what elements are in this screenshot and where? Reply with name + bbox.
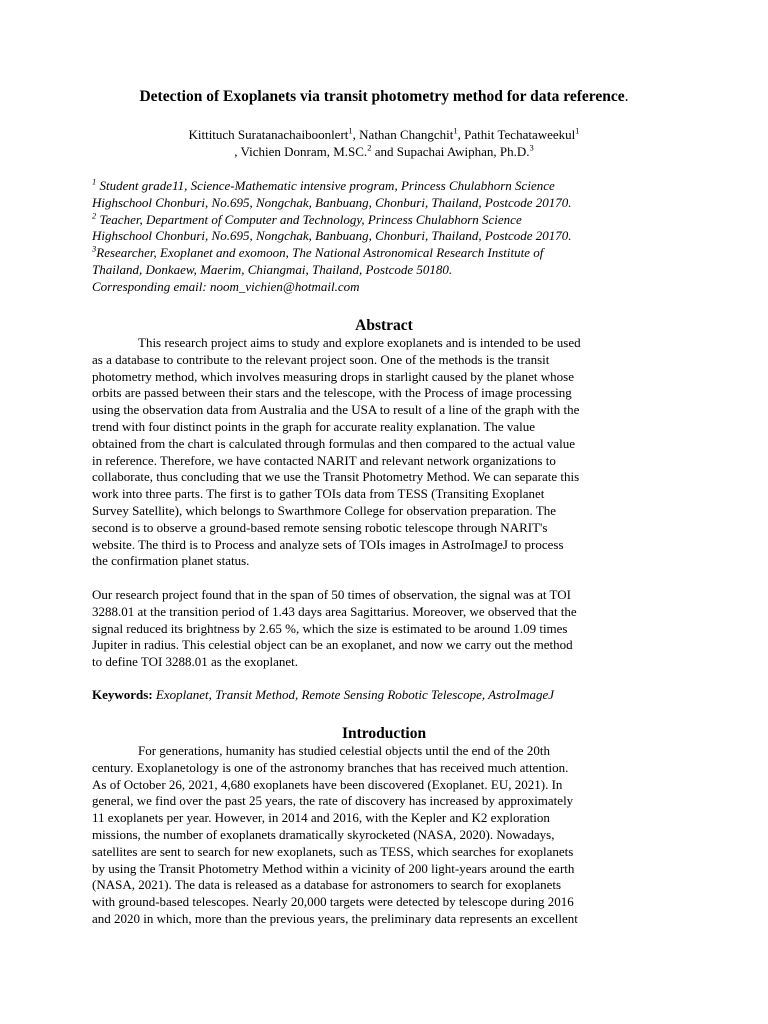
keywords: [92, 687, 676, 704]
abstract-line: using the observation data from Australia and the USA to result of a line of the graph with the: [92, 402, 580, 418]
abstract-line: the confirmation planet status.: [92, 553, 250, 569]
affiliation-marker: 3: [92, 243, 97, 254]
introduction-paragraph-1: [92, 743, 676, 928]
abstract-line: orbits are passed between their stars and the telescope, with the Process of image processing: [92, 385, 572, 401]
keywords-value: Exoplanet, Transit Method, Remote Sensing Robotic Telescope, AstroImageJ: [152, 687, 555, 702]
author-separator: ,: [352, 127, 360, 142]
affiliation-text: Highschool Chonburi, No.695, Nongchak, Banbuang, Chonburi, Thailand, Postcode 20170.: [92, 194, 572, 210]
abstract-line: to define TOI 3288.01 as the exoplanet.: [92, 654, 299, 670]
introduction-line: 11 exoplanets per year. However, in 2014 and 2016, with the Kepler and K2 exploration: [92, 810, 550, 826]
affiliation-line: [92, 262, 692, 279]
introduction-line: and 2020 in which, more than the previous years, the preliminary data represents an excellent: [92, 910, 578, 926]
abstract-line: collaborate, thus concluding that we use the Transit Photometry Method. We can separate this: [92, 469, 580, 485]
affiliations: [92, 178, 692, 296]
author-affil-marker: 1: [348, 125, 353, 136]
affiliation-line: [92, 178, 692, 195]
introduction-heading: Introduction: [341, 725, 427, 742]
paper-title: [0, 88, 768, 106]
abstract-line: obtained from the chart is calculated through formulas and then compared to the actual value: [92, 435, 575, 451]
abstract-heading: Abstract: [355, 317, 413, 334]
abstract-line: Survey Satellite), which belongs to Swarthmore College for observation preparation. The: [92, 502, 557, 518]
affiliation-line: [92, 195, 692, 212]
affiliation-text: Student grade11, Science-Mathematic intensive program, Princess Chulabhorn Science: [96, 178, 555, 193]
abstract-line: trend with four distinct points in the graph for accurate reality explanation. The value: [92, 418, 536, 434]
introduction-line: (NASA, 2021). The data is released as a database for astronomers to search for exoplanets: [92, 877, 562, 893]
author-affil-marker: 3: [529, 142, 534, 153]
affiliation-line: [92, 228, 692, 245]
author-name: Pathit Techataweekul: [464, 127, 576, 142]
author-line-2: [0, 143, 768, 160]
introduction-line: with ground-based telescopes. Nearly 20,000 targets were detected by telescope during 2016: [92, 894, 574, 910]
introduction-line: by using the Transit Photometry Method within a vicinity of 200 light-years around the earth: [92, 860, 575, 876]
author-separator: and: [371, 144, 397, 159]
abstract-paragraph-2: [92, 587, 676, 671]
abstract-line: 3288.01 at the transition period of 1.43 days area Sagittarius. Moreover, we observed that the: [92, 603, 577, 619]
affiliation-text: Researcher, Exoplanet and exomoon, The National Astronomical Research Institute of: [96, 245, 544, 261]
author-affil-marker: 1: [575, 125, 580, 136]
abstract-line: in reference. Therefore, we have contacted NARIT and relevant network organizations to: [92, 452, 556, 468]
affiliation-marker: 1: [92, 176, 97, 187]
affiliation-text: Thailand, Donkaew, Maerim, Chiangmai, Thailand, Postcode 50180.: [92, 261, 453, 277]
abstract-line: This research project aims to study and explore exoplanets and is intended to be used: [138, 335, 581, 350]
abstract-line: second is to observe a ground-based remote sensing robotic telescope through NARIT's: [92, 519, 548, 535]
author-name: Vichien Donram, M.SC.: [240, 144, 368, 159]
author-separator: ,: [457, 127, 465, 142]
affiliation-text: Corresponding email: noom_vichien@hotmail.com: [92, 278, 360, 294]
affiliation-marker: 2: [92, 210, 97, 221]
paper-title-trailing: .: [624, 88, 629, 105]
abstract-line: photometry method, which involves measuring drops in starlight caused by the planet whose: [92, 368, 574, 384]
abstract-line: website. The third is to Process and analyze sets of TOIs images in AstroImageJ to process: [92, 536, 564, 552]
affiliation-line: [92, 245, 692, 262]
introduction-line: As of October 26, 2021, 4,680 exoplanets have been discovered (Exoplanet. EU, 2021). In: [92, 776, 563, 792]
author-line-1: [0, 126, 768, 143]
abstract-line: signal reduced its brightness by 2.65 %, which the size is estimated to be around 1.09 times: [92, 620, 568, 636]
introduction-line: general, we find over the past 25 years, the rate of discovery has increased by approximately: [92, 793, 574, 809]
abstract-line: Our research project found that in the span of 50 times of observation, the signal was at TOI: [92, 587, 571, 602]
introduction-line: For generations, humanity has studied celestial objects until the end of the 20th: [138, 743, 550, 758]
paper-title-text: Detection of Exoplanets via transit photometry method for data reference: [139, 88, 625, 105]
author-affil-marker: 1: [453, 125, 458, 136]
author-separator: ,: [234, 144, 241, 159]
author-name: Kittituch Suratanachaiboonlert: [188, 127, 349, 142]
abstract-line: as a database to contribute to the relevant project soon. One of the methods is the transit: [92, 351, 550, 367]
affiliation-line: [92, 212, 692, 229]
keywords-label: Keywords:: [92, 687, 153, 702]
abstract-line: Jupiter in radius. This celestial object can be an exoplanet, and now we carry out the method: [92, 637, 573, 653]
introduction-line: satellites are sent to search for new exoplanets, such as TESS, which searches for exoplanets: [92, 843, 574, 859]
author-list: [0, 126, 768, 160]
introduction-line: century. Exoplanetology is one of the astronomy branches that has received much attention.: [92, 759, 569, 775]
introduction-line: missions, the number of exoplanets dramatically skyrocketed (NASA, 2020). Nowadays,: [92, 826, 555, 842]
affiliation-text: Teacher, Department of Computer and Technology, Princess Chulabhorn Science: [96, 211, 522, 227]
abstract-line: work into three parts. The first is to gather TOIs data from TESS (Transiting Exoplanet: [92, 486, 545, 502]
abstract-paragraph-1: [92, 335, 676, 570]
author-name: Supachai Awiphan, Ph.D.: [396, 144, 530, 159]
affiliation-line: [92, 279, 692, 296]
author-name: Nathan Changchit: [359, 127, 454, 142]
author-affil-marker: 2: [367, 142, 372, 153]
affiliation-text: Highschool Chonburi, No.695, Nongchak, Banbuang, Chonburi, Thailand, Postcode 20170.: [92, 228, 572, 244]
